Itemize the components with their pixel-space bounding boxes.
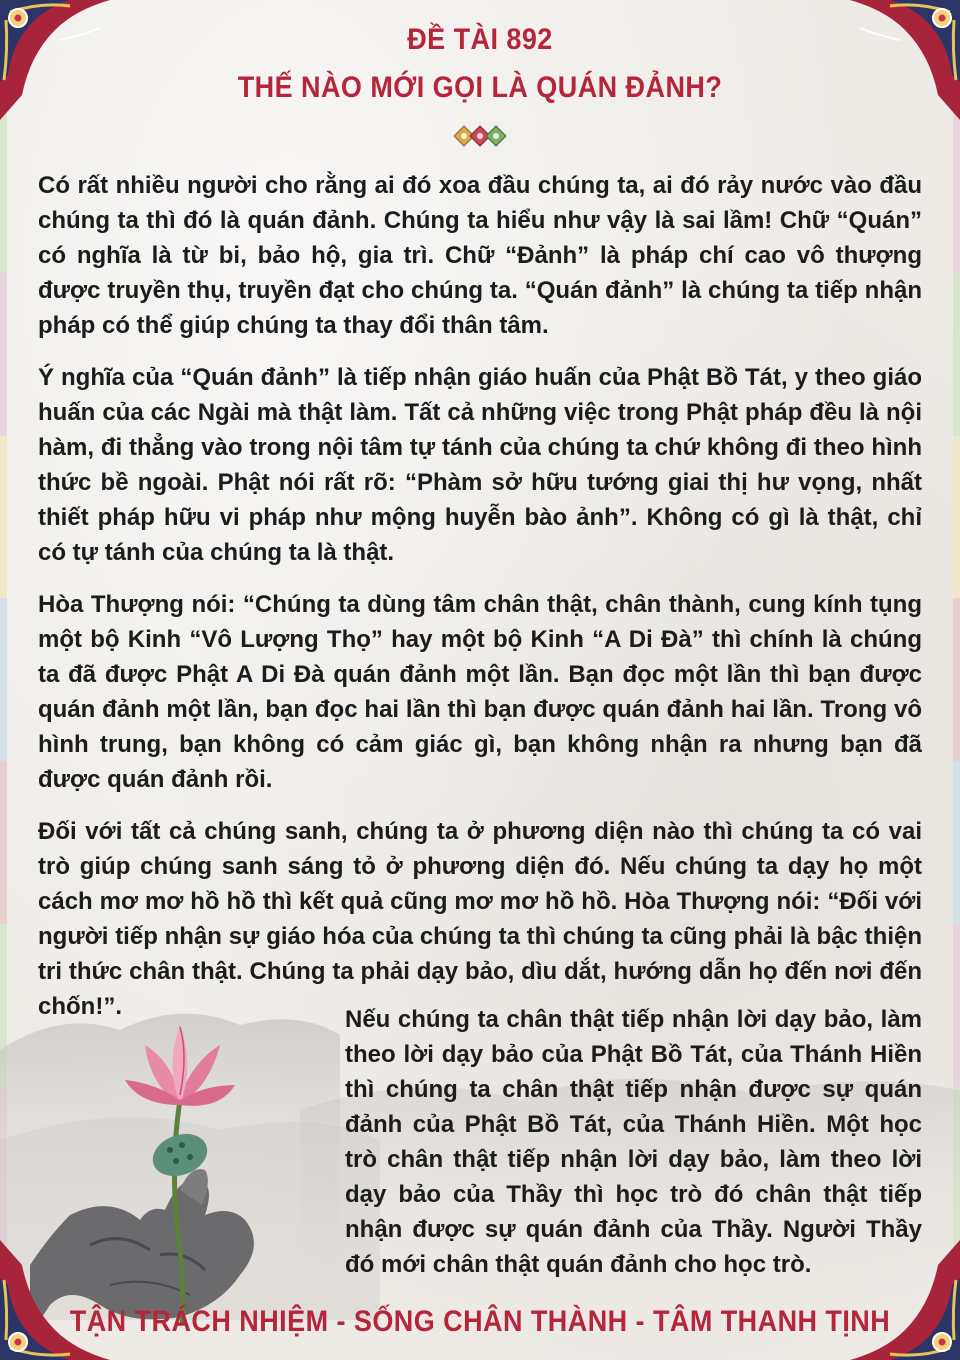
- article-body: [38, 168, 922, 1041]
- lotus-flower-icon: [125, 1025, 235, 1106]
- title-block: [0, 18, 960, 110]
- footer-slogan: TẬN TRÁCH NHIỆM - SỐNG CHÂN THÀNH - TÂM THANH TỊNH: [69, 1305, 891, 1338]
- diamond-ornament-icon: [440, 122, 520, 150]
- main-title: THẾ NÀO MỚI GỌI LÀ QUÁN ĐẢNH?: [237, 71, 723, 104]
- paragraph-5: Nếu chúng ta chân thật tiếp nhận lời dạy bảo, làm theo lời dạy bảo của Phật Bồ Tát, của Thánh Hiền thì chúng ta chân thật tiếp nhận được sự quán đảnh của Phật Bồ Tát, của Thánh Hiền. Một học trò chân thật tiếp nhận lời dạy bảo, làm theo lời dạy bảo của Thầy thì học trò đó chân thật tiếp nhận được sự quán đảnh của Thầy. Người Thầy đó mới chân thật quán đảnh cho học trò.: [345, 1006, 922, 1278]
- paragraph-1: Có rất nhiều người cho rằng ai đó xoa đầu chúng ta, ai đó rảy nước vào đầu chúng ta thì đó là quán đảnh. Chúng ta hiểu như vậy là sai lầm! Chữ “Quán” có nghĩa là từ bi, bảo hộ, gia trì. Chữ “Đảnh” là pháp chí cao vô thượng được truyền thụ, truyền đạt cho chúng ta. “Quán đảnh” là chúng ta tiếp nhận pháp có thể giúp chúng ta thay đổi thân tâm.: [38, 172, 922, 339]
- topic-number-title: ĐỀ TÀI 892: [407, 23, 553, 56]
- paragraph-3: Hòa Thượng nói: “Chúng ta dùng tâm chân thật, chân thành, cung kính tụng một bộ Kinh “Vô Lượng Thọ” hay một bộ Kinh “A Di Đà” thì chính là chúng ta đã được Phật A Di Đà quán đảnh một lần. Bạn đọc một lần thì bạn được quán đảnh một lần, bạn đọc hai lần thì bạn được quán đảnh hai lần. Trong vô hình trung, bạn không có cảm giác gì, bạn không nhận ra nhưng bạn đã được quán đảnh rồi.: [38, 591, 922, 793]
- paragraph-4: Đối với tất cả chúng sanh, chúng ta ở phương diện nào thì chúng ta có vai trò giúp chúng sanh sáng tỏ ở phương diện đó. Nếu chúng ta dạy họ một cách mơ mơ hồ hồ thì kết quả cũng mơ mơ hồ hồ. Hòa Thượng nói: “Đối với người tiếp nhận sự giáo hóa của chúng ta thì chúng ta cũng phải là bậc thiện tri thức chân thật. Chúng ta phải dạy bảo, dìu dắt, hướng dẫn họ đến nơi đến chốn!”.: [38, 818, 922, 1020]
- paragraph-2: Ý nghĩa của “Quán đảnh” là tiếp nhận giáo huấn của Phật Bồ Tát, y theo giáo huấn của các Ngài mà thật làm. Tất cả những việc trong Phật pháp đều là nội hàm, đi thẳng vào trong nội tâm tự tánh của chúng ta chứ không đi theo hình thức bề ngoài. Phật nói rất rõ: “Phàm sở hữu tướng giai thị hư vọng, nhất thiết pháp hữu vi pháp như mộng huyễn bào ảnh”. Không có gì là thật, chỉ có tự tánh của chúng ta là thật.: [38, 364, 922, 566]
